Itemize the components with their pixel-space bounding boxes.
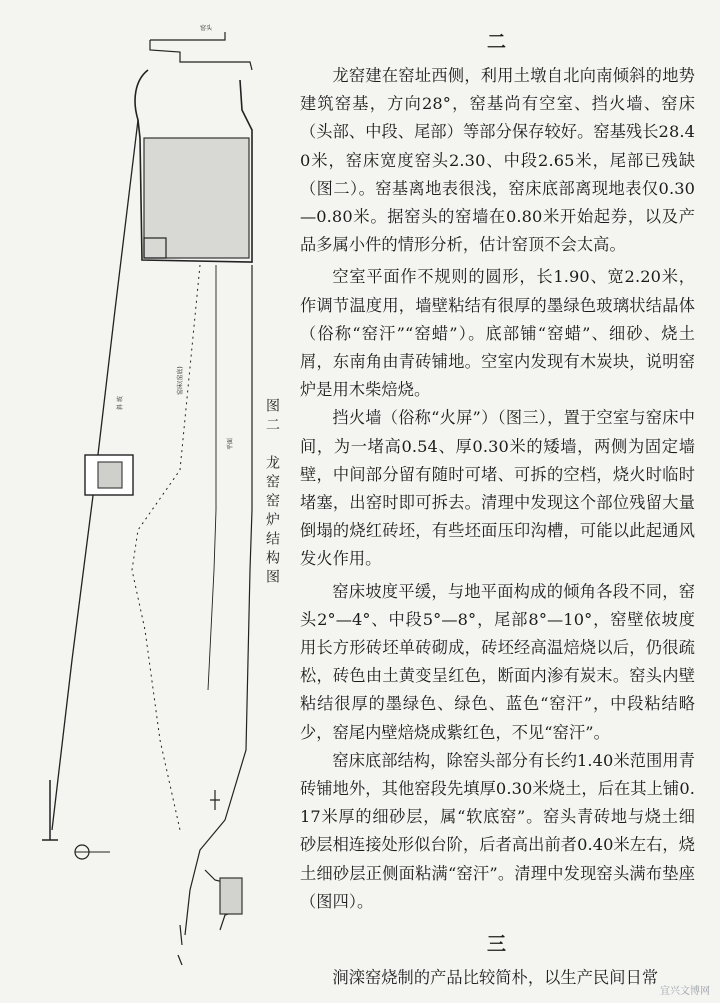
- paragraph: 龙窑建在窑址西侧，利用土墩自北向南倾斜的地势建筑窑基，方向28°，窑基尚有空室、挡火墙、窑床（头部、中段、尾部）等部分保存较好。窑基残长28.40米，窑床宽度窑头2.30、中段2.65米，尾部已残缺（图二）。窑基离地表很浅，窑床底部离现地表仅0.30—0.80米。据窑头的窑墙在0.80米开始起券，以及产品多属小件的情形分析，估计窑顶不会太高。: [300, 66, 695, 255]
- figure-label-top: 窑头: [200, 25, 213, 32]
- kiln-firewall-inner: [98, 462, 122, 488]
- figure-label-plan: 平面: [227, 437, 234, 450]
- section-heading-3: 三: [486, 933, 508, 956]
- kiln-plan-drawing: [20, 10, 285, 995]
- paragraph: 空室平面作不规则的圆形，长1.90、宽2.20米，作调节温度用，墙壁粘结有很厚的墨绿色玻璃状结晶体（俗称“窑汗”“窑蜡”）。底部铺“窑蜡”、细砂、烧土屑，东南角由青砖铺地。空室内发现有木炭块，说明窑炉是用木柴焙烧。: [300, 267, 695, 400]
- paragraph: 窑床坡度平缓，与地平面构成的倾角各段不同，窑头2°—4°、中段5°—8°，尾部8°—10°，窑壁依坡度用长方形砖坯单砖砌成，砖坯经高温焙烧以后，仍很疏松，砖色由土黄变呈红色，断面内渗有炭末。窑头内壁粘结很厚的墨绿色、绿色、蓝色“窑汗”，中段粘结略少，窑尾内壁焙烧成紫红色，不见“窑汗”。: [300, 581, 695, 742]
- scale-tick: [210, 790, 220, 810]
- scale-bar: [42, 780, 58, 840]
- kiln-head-outline: [150, 32, 252, 70]
- figure-label-slope: 斜 坡: [117, 396, 124, 410]
- figure-caption: 图二 龙窑窑炉结构图: [264, 398, 280, 588]
- kiln-head-brick-area: [144, 138, 249, 258]
- paragraph: 窑床底部结构，除窑头部分有长约1.40米范围用青砖铺地外，其他窑段先填厚0.30米烧土，后在其上铺0.17米厚的细砂层，属“软底窑”。窑头青砖地与烧土细砂层相连接处形似台阶，后者高出前者0.40米左右，烧土细砂层正侧面粘满“窑汗”。清理中发现窑头满布垫座（图四）。: [300, 750, 695, 911]
- paragraph: 涧滦窑烧制的产品比较简朴，以生产民间日常: [332, 968, 659, 988]
- kiln-bed-edge: [208, 265, 216, 690]
- kiln-structure-figure: [20, 10, 285, 995]
- kiln-center-dotted-line: [132, 265, 200, 830]
- watermark: 宜兴文博网: [660, 986, 710, 997]
- section-heading-2: 二: [486, 31, 508, 53]
- paragraph: 挡火墙（俗称“火屏”）（图三），置于空室与窑床中间，为一堵高0.54、厚0.30米的矮墙，两侧为固定墙壁，中间部分留有随时可堵、可拆的空档，烧火时临时堵塞，出窑时即可拆去。清理中发现这个部位残留大量倒塌的烧红砖坯，有些坯面压印沟槽，可能以此起通风发火作用。: [300, 408, 695, 569]
- article-body: [300, 28, 695, 992]
- kiln-right-wall: [185, 265, 252, 935]
- figure-label-middle: 窑床(窑底): [177, 366, 184, 395]
- kiln-tail-residue: [220, 878, 242, 914]
